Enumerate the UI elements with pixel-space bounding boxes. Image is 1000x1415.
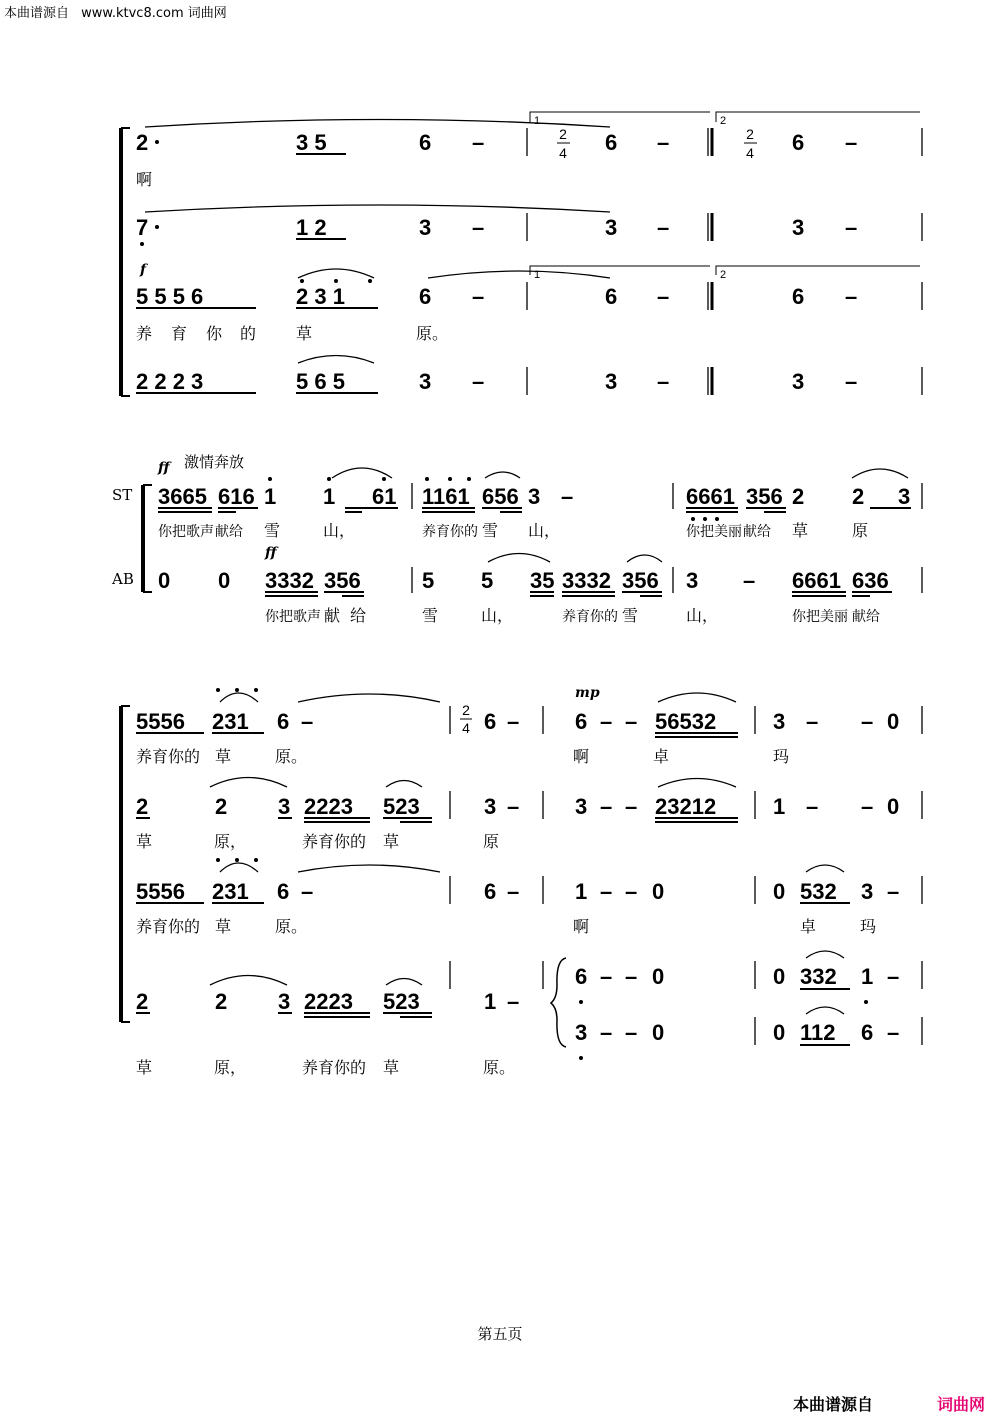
s3-soprano-dash: – [806, 709, 819, 734]
lyric: 草 [215, 917, 232, 936]
s3-soprano-dash: – [301, 709, 314, 734]
divisi-upper-notes: 332 [800, 964, 837, 989]
s3-bass-note: 2 [136, 989, 149, 1014]
st-note: 1 [323, 484, 336, 509]
st-notes: 656 [482, 484, 519, 509]
s3-bass-note: 2 [215, 989, 228, 1014]
ab-dash: – [743, 568, 756, 593]
ab-notes: 3332 [562, 568, 611, 593]
s3-tenor-note: 6 [277, 879, 290, 904]
part-label-st: ST [112, 486, 133, 504]
lyric: 啊 [136, 170, 153, 189]
lyric: 草 [136, 832, 153, 851]
s3-tenor-dash: – [600, 879, 613, 904]
s3-alto-dash: – [861, 794, 874, 819]
s3-tenor-dash: – [887, 879, 900, 904]
s3-alto-rest: 0 [887, 794, 900, 819]
lyric: 养育你的 [136, 747, 201, 766]
ab-rest: 0 [158, 568, 171, 593]
divisi-lower-dash: – [625, 1020, 638, 1045]
volta-number: 2 [720, 269, 727, 281]
divisi-lower-rest: 0 [652, 1020, 665, 1045]
ab-notes: 356 [324, 568, 361, 593]
octave-dot [715, 517, 719, 521]
divisi-upper-dash: – [887, 964, 900, 989]
s3-tenor-dash: – [507, 879, 520, 904]
s3-soprano-notes: 5556 [136, 709, 185, 734]
s3-tenor-notes: 532 [800, 879, 837, 904]
header-label: 词曲网 [187, 6, 227, 21]
lyric: 卓 [653, 747, 670, 766]
ab-notes: 636 [852, 568, 889, 593]
s3-tenor-notes: 231 [212, 879, 249, 904]
s3-tenor-notes: 5556 [136, 879, 185, 904]
s1-tenor-notes: 5 5 5 6 [136, 284, 204, 309]
lyric: 养育你的 [562, 609, 618, 625]
octave-dots [140, 242, 868, 1060]
s3-soprano-notes: 56532 [655, 709, 717, 734]
divisi-upper-rest: 0 [773, 964, 786, 989]
s3-tenor-dash: – [625, 879, 638, 904]
st-dash: – [561, 484, 574, 509]
lyric: 献给 [743, 524, 771, 540]
s3-tenor-rest: 0 [773, 879, 786, 904]
lyric: 山， [686, 606, 719, 625]
header-url[interactable]: www.ktvc8.com [81, 6, 184, 21]
s3-bass-note: 3 [278, 989, 291, 1014]
octave-dot [864, 1000, 868, 1004]
st-notes: 6661 [686, 484, 735, 509]
lyric: 雪 [264, 521, 281, 540]
s3-alto-note: 3 [278, 794, 291, 819]
s3-soprano-note: 6 [575, 709, 588, 734]
divisi-upper-dash: – [625, 964, 638, 989]
s1-alto-dash: – [845, 215, 858, 240]
s1-bass-dash: – [472, 369, 485, 394]
s1-bass-notes: 5 6 5 [296, 369, 345, 394]
lyric: 草 [383, 1058, 400, 1077]
s1-alto-dash: – [657, 215, 670, 240]
lyric: 养育你的 [302, 832, 367, 851]
divisi-brace [551, 958, 566, 1047]
st-notes: 356 [746, 484, 783, 509]
s3-alto-notes: 523 [383, 794, 420, 819]
time-sig-top: 2 [746, 126, 754, 142]
s3-alto-notes: 23212 [655, 794, 717, 819]
lyric: 草 [792, 521, 809, 540]
ab-notes: 6661 [792, 568, 841, 593]
system-1-underlines [136, 154, 378, 393]
lyric: 的 [240, 324, 257, 343]
s3-tenor-rest: 0 [652, 879, 665, 904]
lyric: 养 [136, 324, 153, 343]
s1-tenor-note: 6 [605, 284, 618, 309]
lyric: 原 [852, 521, 869, 540]
lyric: 山， [481, 606, 514, 625]
divisi-lower-notes: 112 [800, 1020, 836, 1045]
s3-tenor-note: 6 [484, 879, 497, 904]
s1-bass-note: 3 [605, 369, 618, 394]
s1-soprano-note: 6 [792, 130, 805, 155]
divisi-lower-note: 6 [861, 1020, 874, 1045]
divisi-lower-note: 3 [575, 1020, 588, 1045]
st-notes: 3665 [158, 484, 207, 509]
time-sig-top: 2 [462, 702, 470, 718]
s3-soprano-note: 3 [773, 709, 786, 734]
s3-soprano-rest: 0 [887, 709, 900, 734]
s3-soprano-note: 6 [484, 709, 497, 734]
footer-brand-logo[interactable]: 词曲网 [937, 1395, 986, 1414]
lyric: 献 [324, 606, 341, 625]
s1-tenor-dash: – [472, 284, 485, 309]
lyric: 草 [383, 832, 400, 851]
system-3-brace [121, 706, 130, 1022]
s3-soprano-notes: 231 [212, 709, 249, 734]
ab-notes: 356 [622, 568, 659, 593]
st-notes: 1161 [422, 484, 470, 509]
octave-dot [254, 858, 258, 862]
octave-dot [235, 688, 239, 692]
s3-alto-notes: 2223 [304, 794, 353, 819]
divisi-upper-dash: – [600, 964, 613, 989]
lyric: 草 [296, 324, 313, 343]
lyric: 养育你的 [422, 524, 478, 540]
s1-soprano-note: 6 [419, 130, 432, 155]
s1-tenor-notes: 2 3 1 [296, 284, 345, 309]
divisi-upper-rest: 0 [652, 964, 665, 989]
octave-dot [216, 858, 220, 862]
dotted-rhythm [155, 140, 159, 144]
lyric: 献给 [215, 524, 243, 540]
octave-dot [327, 477, 331, 481]
s1-alto-note: 3 [792, 215, 805, 240]
lyric: 啊 [573, 747, 590, 766]
s3-bass-notes: 523 [383, 989, 420, 1014]
s1-alto-note: 7 [136, 215, 149, 240]
s1-bass-note: 3 [792, 369, 805, 394]
octave-dot [216, 688, 220, 692]
s3-alto-note: 3 [484, 794, 497, 819]
st-note: 3 [898, 484, 911, 509]
octave-dot [368, 279, 372, 283]
s1-bass-notes: 2 2 2 3 [136, 369, 204, 394]
volta-number: 1 [534, 269, 541, 281]
s1-bass-dash: – [657, 369, 670, 394]
system-2-brace [143, 485, 152, 592]
lyric: 献给 [852, 609, 880, 625]
lyric: 原。 [275, 747, 308, 766]
lyric: 原 [483, 832, 500, 851]
footer-source: 本曲谱源自 [793, 1395, 874, 1414]
st-note: 1 [264, 484, 277, 509]
lyric: 山， [528, 521, 561, 540]
s3-tenor-note: 1 [575, 879, 588, 904]
s3-alto-note: 3 [575, 794, 588, 819]
s1-soprano-note: 2 [136, 130, 149, 155]
s1-alto-note: 3 [419, 215, 432, 240]
divisi-upper-note: 6 [575, 964, 588, 989]
tempo-mark: 激情奔放 [184, 454, 245, 471]
lyric: 玛 [773, 747, 790, 766]
s1-soprano-dash: – [845, 130, 858, 155]
divisi-lower-dash: – [887, 1020, 900, 1045]
s1-bass-dash: – [845, 369, 858, 394]
s3-bass-notes: 2223 [304, 989, 353, 1014]
octave-dot [425, 477, 429, 481]
ab-note: 5 [481, 568, 494, 593]
s3-soprano-dash: – [600, 709, 613, 734]
dynamic-fortissimo: ff [265, 545, 277, 561]
st-note: 3 [528, 484, 541, 509]
lyric: 草 [215, 747, 232, 766]
s3-soprano-dash: – [625, 709, 638, 734]
octave-dot [448, 477, 452, 481]
dynamic-mezzo-piano: mp [575, 685, 600, 701]
st-notes: 616 [218, 484, 255, 509]
octave-dot [382, 477, 386, 481]
s1-bass-note: 3 [419, 369, 432, 394]
volta-number: 2 [720, 115, 727, 127]
lyric: 原。 [416, 324, 449, 343]
lyric: 雪 [422, 606, 439, 625]
s3-alto-dash: – [806, 794, 819, 819]
system-2-slurs [332, 468, 911, 562]
s1-soprano-dash: – [657, 130, 670, 155]
octave-dot [579, 1000, 583, 1004]
lyric: 卓 [800, 917, 817, 936]
s3-bass-note: 1 [484, 989, 497, 1014]
lyric: 原。 [483, 1058, 516, 1077]
lyric: 原， [214, 832, 247, 851]
s3-bass-dash: – [507, 989, 520, 1014]
s3-alto-note: 2 [215, 794, 228, 819]
time-sig-bottom: 4 [462, 720, 470, 736]
lyric: 你把美丽 [792, 609, 848, 625]
divisi-lower-rest: 0 [773, 1020, 786, 1045]
lyric: 你把歌声 [158, 524, 214, 540]
lyric: 给 [350, 606, 367, 625]
s3-soprano-dash: – [507, 709, 520, 734]
octave-dot [691, 517, 695, 521]
s1-alto-dash: – [472, 215, 485, 240]
s1-tenor-dash: – [845, 284, 858, 309]
lyric: 你把歌声 [265, 609, 321, 625]
divisi-lower-dash: – [600, 1020, 613, 1045]
lyric: 你 [206, 324, 223, 343]
dotted-rhythm [155, 225, 159, 229]
ab-note: 3 [686, 568, 699, 593]
octave-dot [703, 517, 707, 521]
volta-number: 1 [534, 115, 541, 127]
s3-alto-dash: – [625, 794, 638, 819]
ab-notes: 35 [530, 568, 555, 593]
divisi-upper-note: 1 [861, 964, 874, 989]
ab-note: 5 [422, 568, 435, 593]
ab-rest: 0 [218, 568, 231, 593]
s1-tenor-note: 6 [792, 284, 805, 309]
ab-notes: 3332 [265, 568, 314, 593]
s1-alto-note: 3 [605, 215, 618, 240]
lyric: 草 [136, 1058, 153, 1077]
s3-alto-note: 1 [773, 794, 786, 819]
header-site: 本曲谱源自 [4, 6, 70, 21]
octave-dot [579, 1056, 583, 1060]
s3-soprano-note: 6 [277, 709, 290, 734]
s3-tenor-note: 3 [861, 879, 874, 904]
s3-tenor-dash: – [301, 879, 314, 904]
s1-soprano-note: 3 5 [296, 130, 327, 155]
octave-dot [254, 688, 258, 692]
s1-tenor-note: 6 [419, 284, 432, 309]
s1-soprano-dash: – [472, 130, 485, 155]
lyric: 原， [214, 1058, 247, 1077]
lyric: 你把美丽 [686, 524, 742, 540]
lyric: 玛 [860, 917, 877, 936]
s1-alto-note: 1 2 [296, 215, 327, 240]
s3-soprano-dash: – [861, 709, 874, 734]
time-sig-bottom: 4 [746, 145, 754, 161]
lyric: 山， [323, 521, 356, 540]
dynamic-fortissimo: ff [158, 460, 170, 476]
octave-dot [467, 477, 471, 481]
system-1-brace [121, 128, 130, 396]
system-1-barlines [527, 128, 922, 395]
time-sig-bottom: 4 [559, 145, 567, 161]
system-3-barlines [450, 706, 922, 1045]
time-sig-top: 2 [559, 126, 567, 142]
s3-alto-dash: – [600, 794, 613, 819]
part-label-ab: AB [112, 570, 134, 588]
lyric: 原。 [275, 917, 308, 936]
st-note: 2 [792, 484, 805, 509]
lyric: 啊 [573, 917, 590, 936]
s3-alto-note: 2 [136, 794, 149, 819]
octave-dot [235, 858, 239, 862]
page-number: 第五页 [477, 1325, 523, 1343]
octave-dot [140, 242, 144, 246]
s3-alto-dash: – [507, 794, 520, 819]
lyric: 雪 [622, 606, 639, 625]
lyric: 养育你的 [302, 1058, 367, 1077]
st-notes: 61 [372, 484, 397, 509]
lyric: 雪 [482, 521, 499, 540]
lyric: 养育你的 [136, 917, 201, 936]
st-note: 2 [852, 484, 865, 509]
lyric: 育 [171, 324, 188, 343]
s1-soprano-note: 6 [605, 130, 618, 155]
octave-dot [300, 279, 304, 283]
octave-dot [334, 279, 338, 283]
dynamic-forte: f [140, 262, 147, 278]
system-3-slurs [210, 693, 844, 1014]
system-1-voltas [530, 112, 920, 275]
s1-tenor-dash: – [657, 284, 670, 309]
octave-dot [268, 477, 272, 481]
